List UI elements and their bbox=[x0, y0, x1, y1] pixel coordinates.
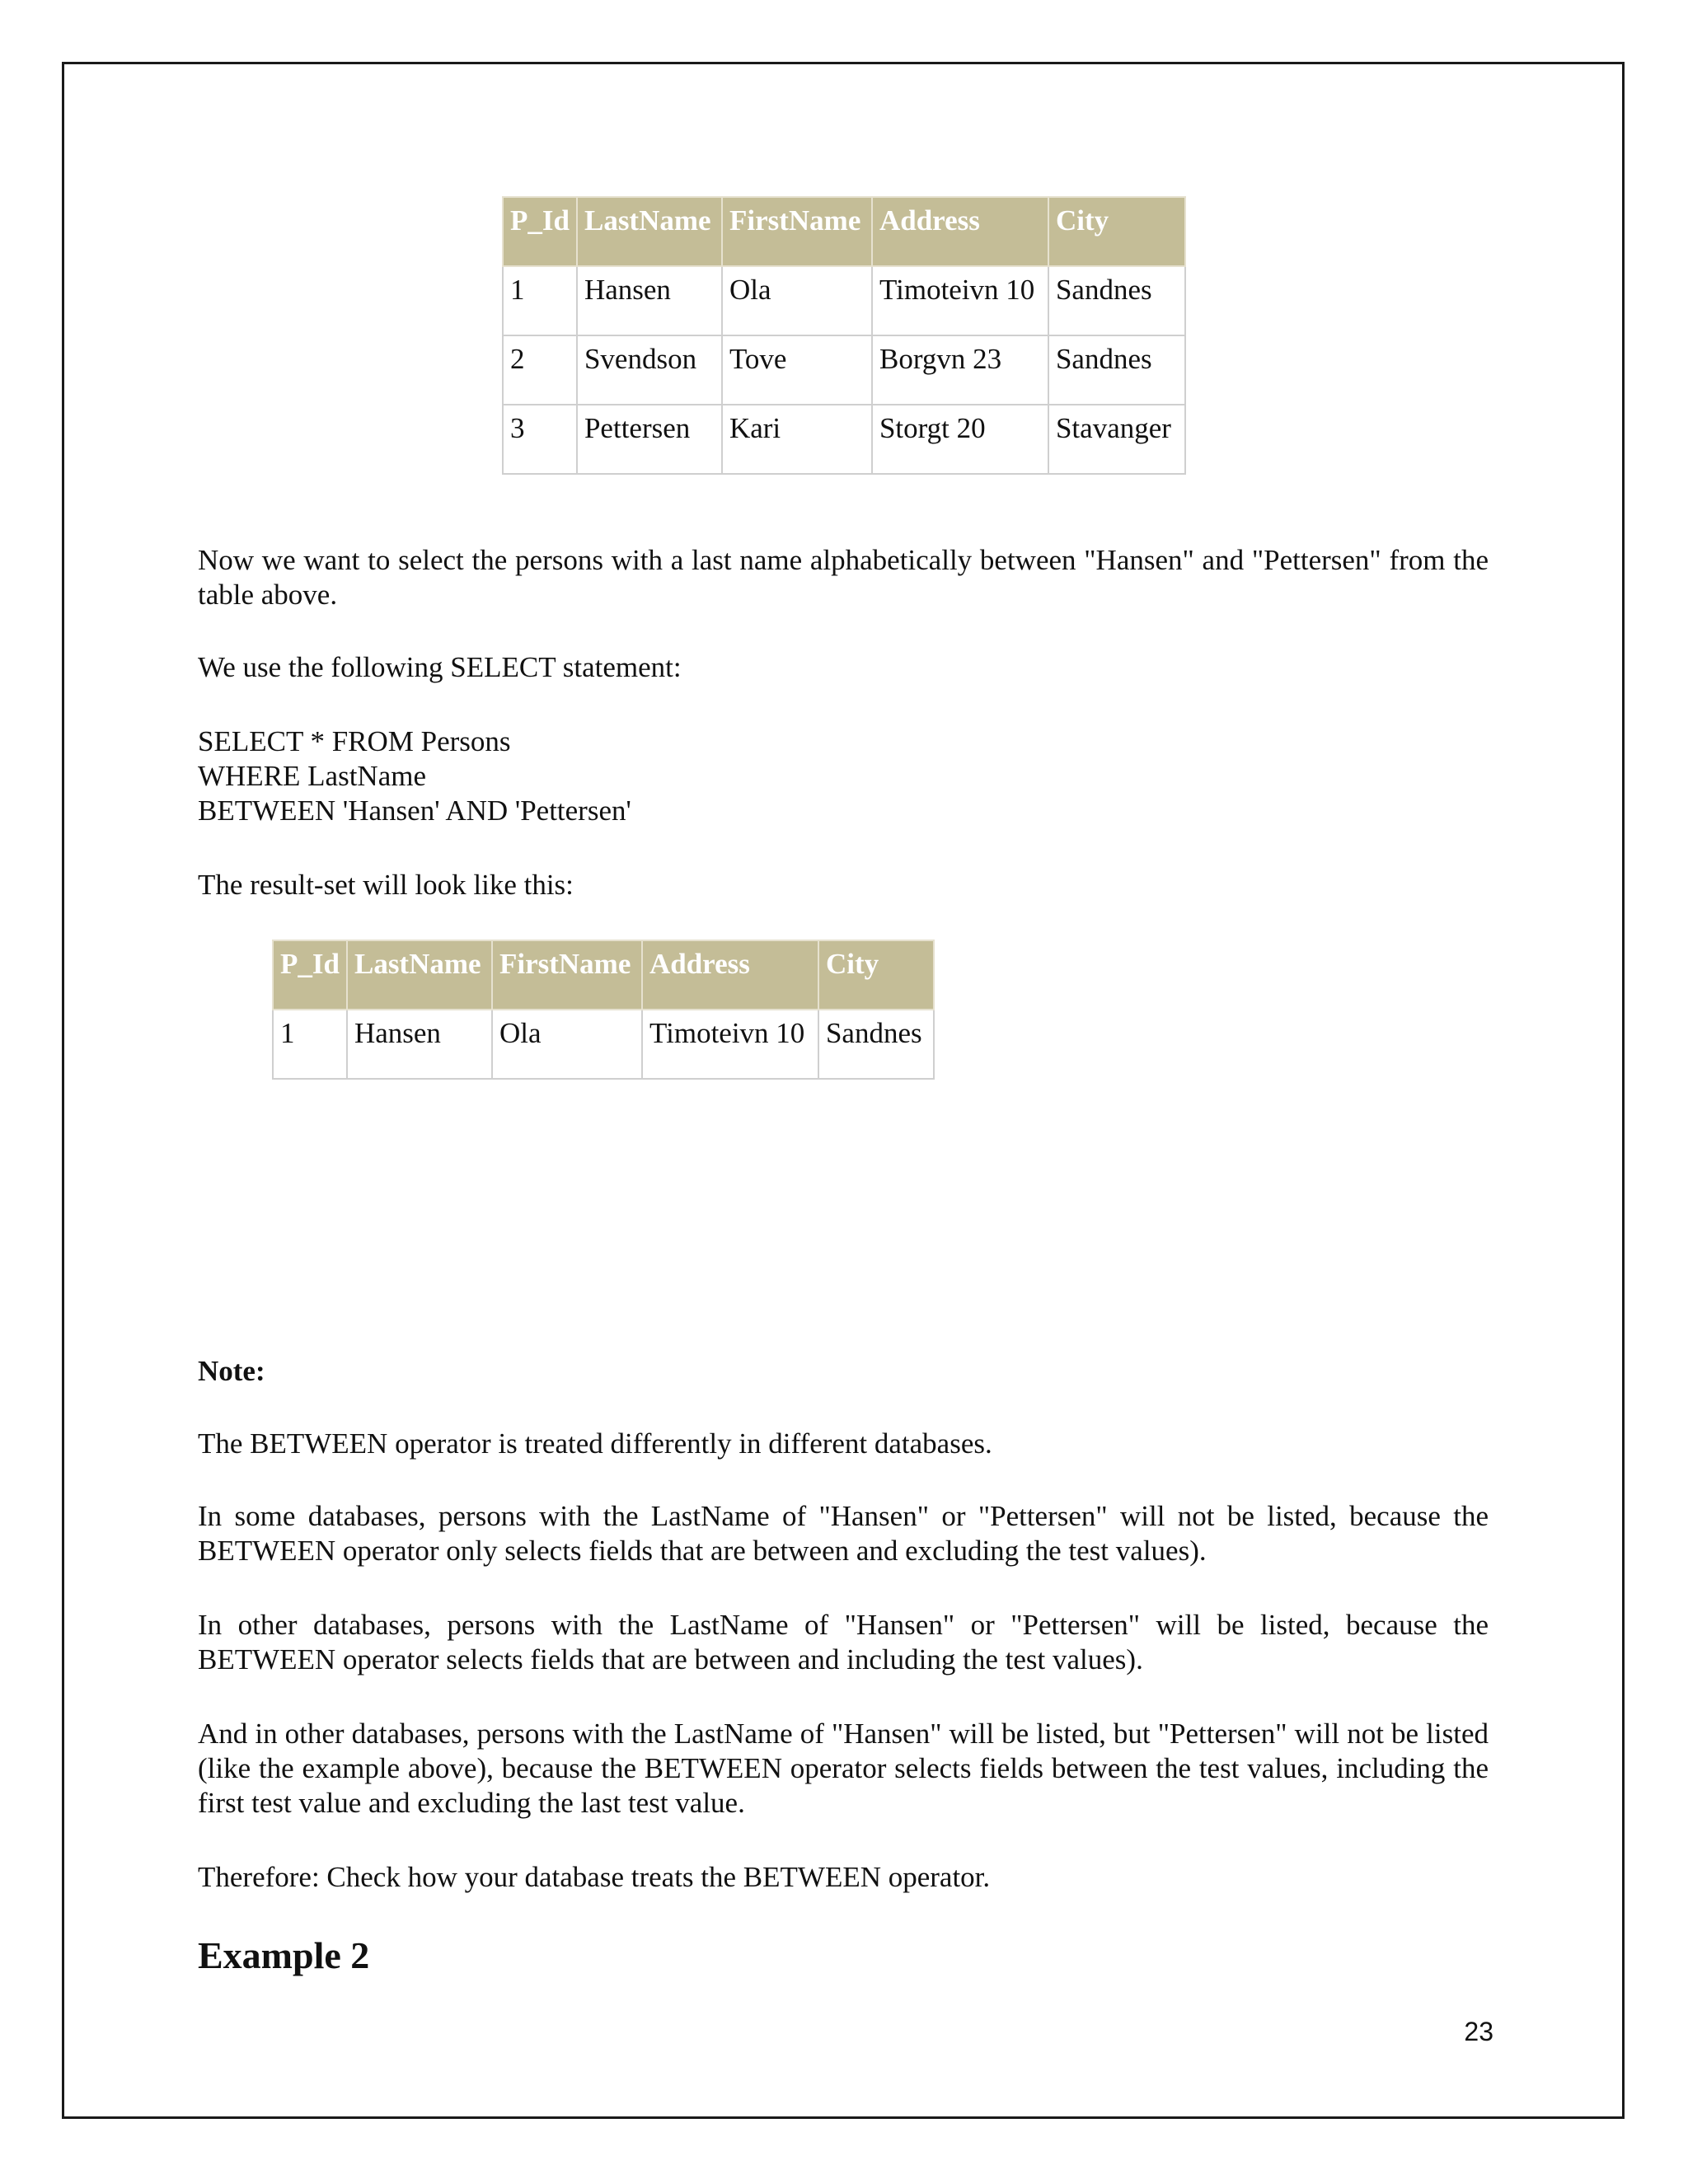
table-cell: 3 bbox=[503, 405, 577, 474]
column-header: P_Id bbox=[273, 940, 347, 1010]
table-cell: Sandnes bbox=[1048, 266, 1185, 335]
table-cell: Borgvn 23 bbox=[872, 335, 1048, 405]
note-paragraph: In some databases, persons with the LastName of "Hansen" or "Pettersen" will not be listed, because the BETWEEN operator only selects fields that are between and excluding the test values). bbox=[198, 1500, 1489, 1567]
column-header: Address bbox=[642, 940, 818, 1010]
table-cell: Timoteivn 10 bbox=[642, 1010, 818, 1079]
sql-line: SELECT * FROM Persons bbox=[198, 725, 511, 757]
table-header-row bbox=[273, 940, 934, 1010]
column-header: FirstName bbox=[722, 197, 872, 266]
table-header-row bbox=[503, 197, 1185, 266]
table-cell: Hansen bbox=[347, 1010, 492, 1079]
result-table bbox=[272, 940, 935, 1080]
column-header: City bbox=[1048, 197, 1185, 266]
sql-line: WHERE LastName bbox=[198, 760, 426, 792]
table-cell: Sandnes bbox=[1048, 335, 1185, 405]
note-paragraph: Therefore: Check how your database treats the BETWEEN operator. bbox=[198, 1861, 991, 1893]
page-number: 23 bbox=[1464, 2017, 1493, 2046]
table-row bbox=[273, 1010, 934, 1079]
table-cell: Sandnes bbox=[818, 1010, 934, 1079]
statement-intro: We use the following SELECT statement: bbox=[198, 651, 682, 683]
table-row bbox=[503, 266, 1185, 335]
table-cell: 1 bbox=[503, 266, 577, 335]
column-header: Address bbox=[872, 197, 1048, 266]
table-cell: Pettersen bbox=[577, 405, 722, 474]
note-paragraph: The BETWEEN operator is treated differently in different databases. bbox=[198, 1427, 992, 1460]
note-paragraph: And in other databases, persons with the LastName of "Hansen" will be listed, but "Pettersen" will not be listed (like the example above), because the BETWEEN operator selects fields between the test values, including the first test value and excluding the last test value. bbox=[198, 1718, 1489, 1819]
table-cell: Tove bbox=[722, 335, 872, 405]
intro-paragraph: Now we want to select the persons with a last name alphabetically between "Hansen" and "Pettersen" from the table above. bbox=[198, 544, 1489, 611]
table-cell: Ola bbox=[722, 266, 872, 335]
column-header: City bbox=[818, 940, 934, 1010]
table-cell: Hansen bbox=[577, 266, 722, 335]
sql-line: BETWEEN 'Hansen' AND 'Pettersen' bbox=[198, 794, 631, 827]
table-cell: Stavanger bbox=[1048, 405, 1185, 474]
table-cell: Svendson bbox=[577, 335, 722, 405]
table-cell: Storgt 20 bbox=[872, 405, 1048, 474]
sql-code-block bbox=[198, 724, 1489, 828]
persons-table bbox=[502, 196, 1186, 475]
table-cell: Kari bbox=[722, 405, 872, 474]
table-cell: Ola bbox=[492, 1010, 642, 1079]
table-cell: Timoteivn 10 bbox=[872, 266, 1048, 335]
column-header: LastName bbox=[347, 940, 492, 1010]
table-cell: 2 bbox=[503, 335, 577, 405]
section-heading: Example 2 bbox=[198, 1934, 370, 1976]
note-paragraph: In other databases, persons with the LastName of "Hansen" or "Pettersen" will be listed, because the BETWEEN operator selects fields that are between and including the test values). bbox=[198, 1609, 1489, 1675]
column-header: P_Id bbox=[503, 197, 577, 266]
note-label: Note: bbox=[198, 1355, 265, 1387]
result-intro: The result-set will look like this: bbox=[198, 869, 574, 901]
table-row bbox=[503, 335, 1185, 405]
table-cell: 1 bbox=[273, 1010, 347, 1079]
column-header: LastName bbox=[577, 197, 722, 266]
table-row bbox=[503, 405, 1185, 474]
column-header: FirstName bbox=[492, 940, 642, 1010]
